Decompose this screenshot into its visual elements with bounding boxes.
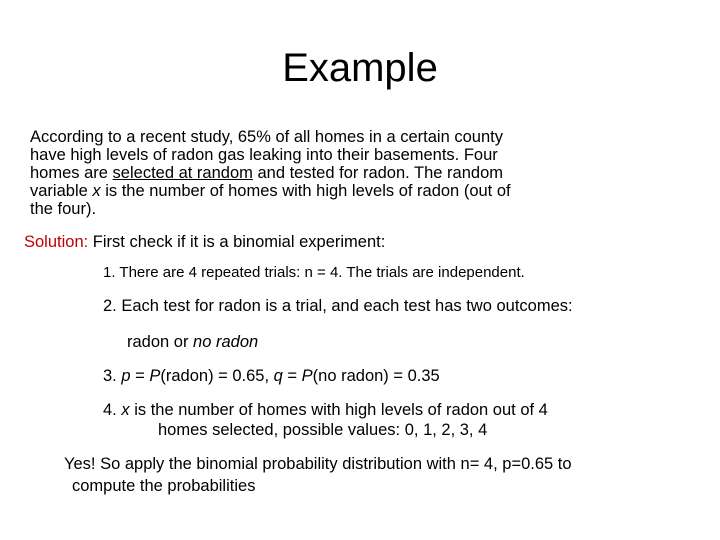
intro-line-5: the four). <box>30 200 97 218</box>
intro-line-3-post: and tested for radon. The random <box>252 164 503 182</box>
prob-P-1: P <box>149 367 161 385</box>
var-p: p <box>121 367 131 385</box>
intro-line-3 <box>30 164 670 182</box>
point-3 <box>103 366 440 386</box>
problem-statement <box>30 128 670 218</box>
no-radon-italic: no radon <box>193 333 259 351</box>
point-4-text: is the number of homes with high levels of radon out of 4 <box>129 401 548 419</box>
radon-prob: (radon) = 0.65, <box>160 367 274 385</box>
point-4-number: 4. <box>103 401 122 419</box>
var-q: q <box>273 367 283 385</box>
random-variable-x: x <box>92 182 101 200</box>
intro-line-1: According to a recent study, 65% of all homes in a certain county <box>30 128 503 146</box>
intro-line-3-pre: homes are <box>30 164 113 182</box>
solution-line <box>24 232 385 252</box>
eq-2: = <box>282 367 302 385</box>
intro-line-2: have high levels of radon gas leaking into their basements. Four <box>30 146 498 164</box>
var-x: x <box>121 401 130 419</box>
conclusion-line-2: compute the probabilities <box>72 477 256 495</box>
point-2: 2. Each test for radon is a trial, and each test has two outcomes: <box>103 297 573 315</box>
point-2-continued <box>127 332 258 352</box>
point-3-number: 3. <box>103 367 122 385</box>
point-1: 1. There are 4 repeated trials: n = 4. The trials are independent. <box>103 264 525 281</box>
eq-1: = <box>130 367 150 385</box>
no-radon-prob: (no radon) = 0.35 <box>312 367 440 385</box>
intro-line-4-post: is the number of homes with high levels of radon (out of <box>100 182 511 200</box>
solution-text: First check if it is a binomial experiment: <box>88 233 386 251</box>
solution-label: Solution: <box>24 233 89 251</box>
point-4 <box>103 400 548 420</box>
conclusion-line-1: Yes! So apply the binomial probability distribution with n= 4, p=0.65 to <box>64 455 572 473</box>
selected-at-random-underlined: selected at random <box>112 164 253 182</box>
intro-line-4 <box>30 182 670 200</box>
prob-P-2: P <box>301 367 313 385</box>
intro-line-4-pre: variable <box>30 182 93 200</box>
point-2b-pre: radon or <box>127 333 194 351</box>
point-4-continued: homes selected, possible values: 0, 1, 2, 3, 4 <box>158 421 488 439</box>
slide-title: Example <box>282 46 438 90</box>
